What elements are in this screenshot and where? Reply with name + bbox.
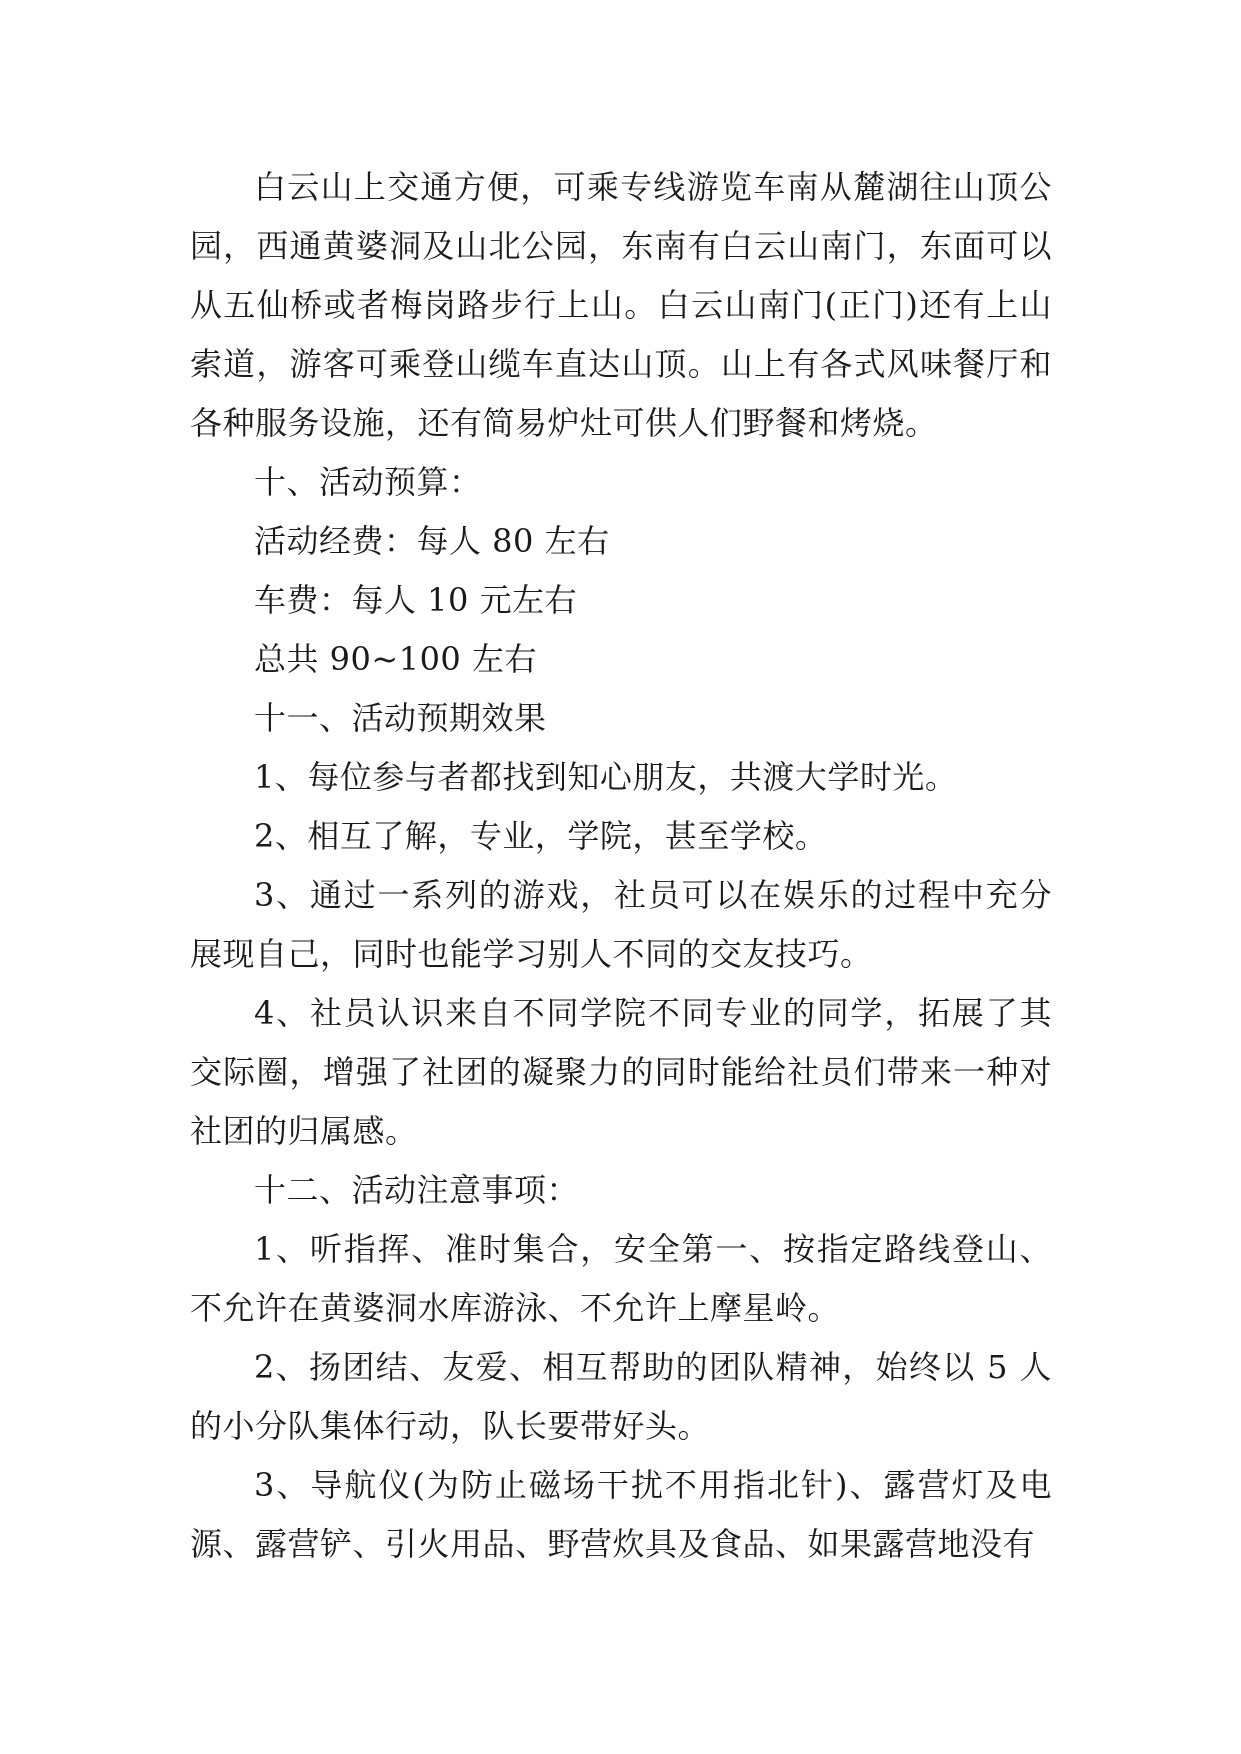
precaution-item-3: 3、导航仪(为防止磁场干扰不用指北针)、露营灯及电源、露营铲、引火用品、野营炊具及食品、如果露营地没有 [190,1466,1052,1563]
budget-total: 总共 90~100 左右 [254,640,537,678]
effect-item-4: 4、社员认识来自不同学院不同专业的同学，拓展了其交际圈，增强了社团的凝聚力的同时能给社员们带来一种对社团的归属感。 [190,994,1052,1150]
effect-item-2: 2、相互了解，专业，学院，甚至学校。 [254,817,828,855]
precaution-item-2: 2、扬团结、友爱、相互帮助的团队精神，始终以 5 人的小分队集体行动，队长要带好头。 [190,1348,1052,1445]
effect-item-1: 1、每位参与者都找到知心朋友，共渡大学时光。 [254,758,958,796]
heading-expected-effect: 十一、活动预期效果 [254,699,547,737]
precaution-item-1: 1、听指挥、准时集合，安全第一、按指定路线登山、不允许在黄婆洞水库游泳、不允许上摩星岭。 [190,1230,1052,1327]
budget-activity-fee: 活动经费：每人 80 左右 [254,522,610,560]
paragraph-transport: 白云山上交通方便，可乘专线游览车南从麓湖往山顶公园，西通黄婆洞及山北公园，东南有白云山南门，东面可以从五仙桥或者梅岗路步行上山。白云山南门(正门)还有上山索道，游客可乘登山缆车直达山顶。山上有各式风味餐厅和各种服务设施，还有简易炉灶可供人们野餐和烤烧。 [190,168,1052,442]
heading-budget: 十、活动预算： [254,463,482,501]
document-body [190,158,1052,1574]
heading-precautions: 十二、活动注意事项： [254,1171,580,1209]
budget-bus-fee: 车费：每人 10 元左右 [254,581,578,619]
effect-item-3: 3、通过一系列的游戏，社员可以在娱乐的过程中充分展现自己，同时也能学习别人不同的交友技巧。 [190,876,1052,973]
